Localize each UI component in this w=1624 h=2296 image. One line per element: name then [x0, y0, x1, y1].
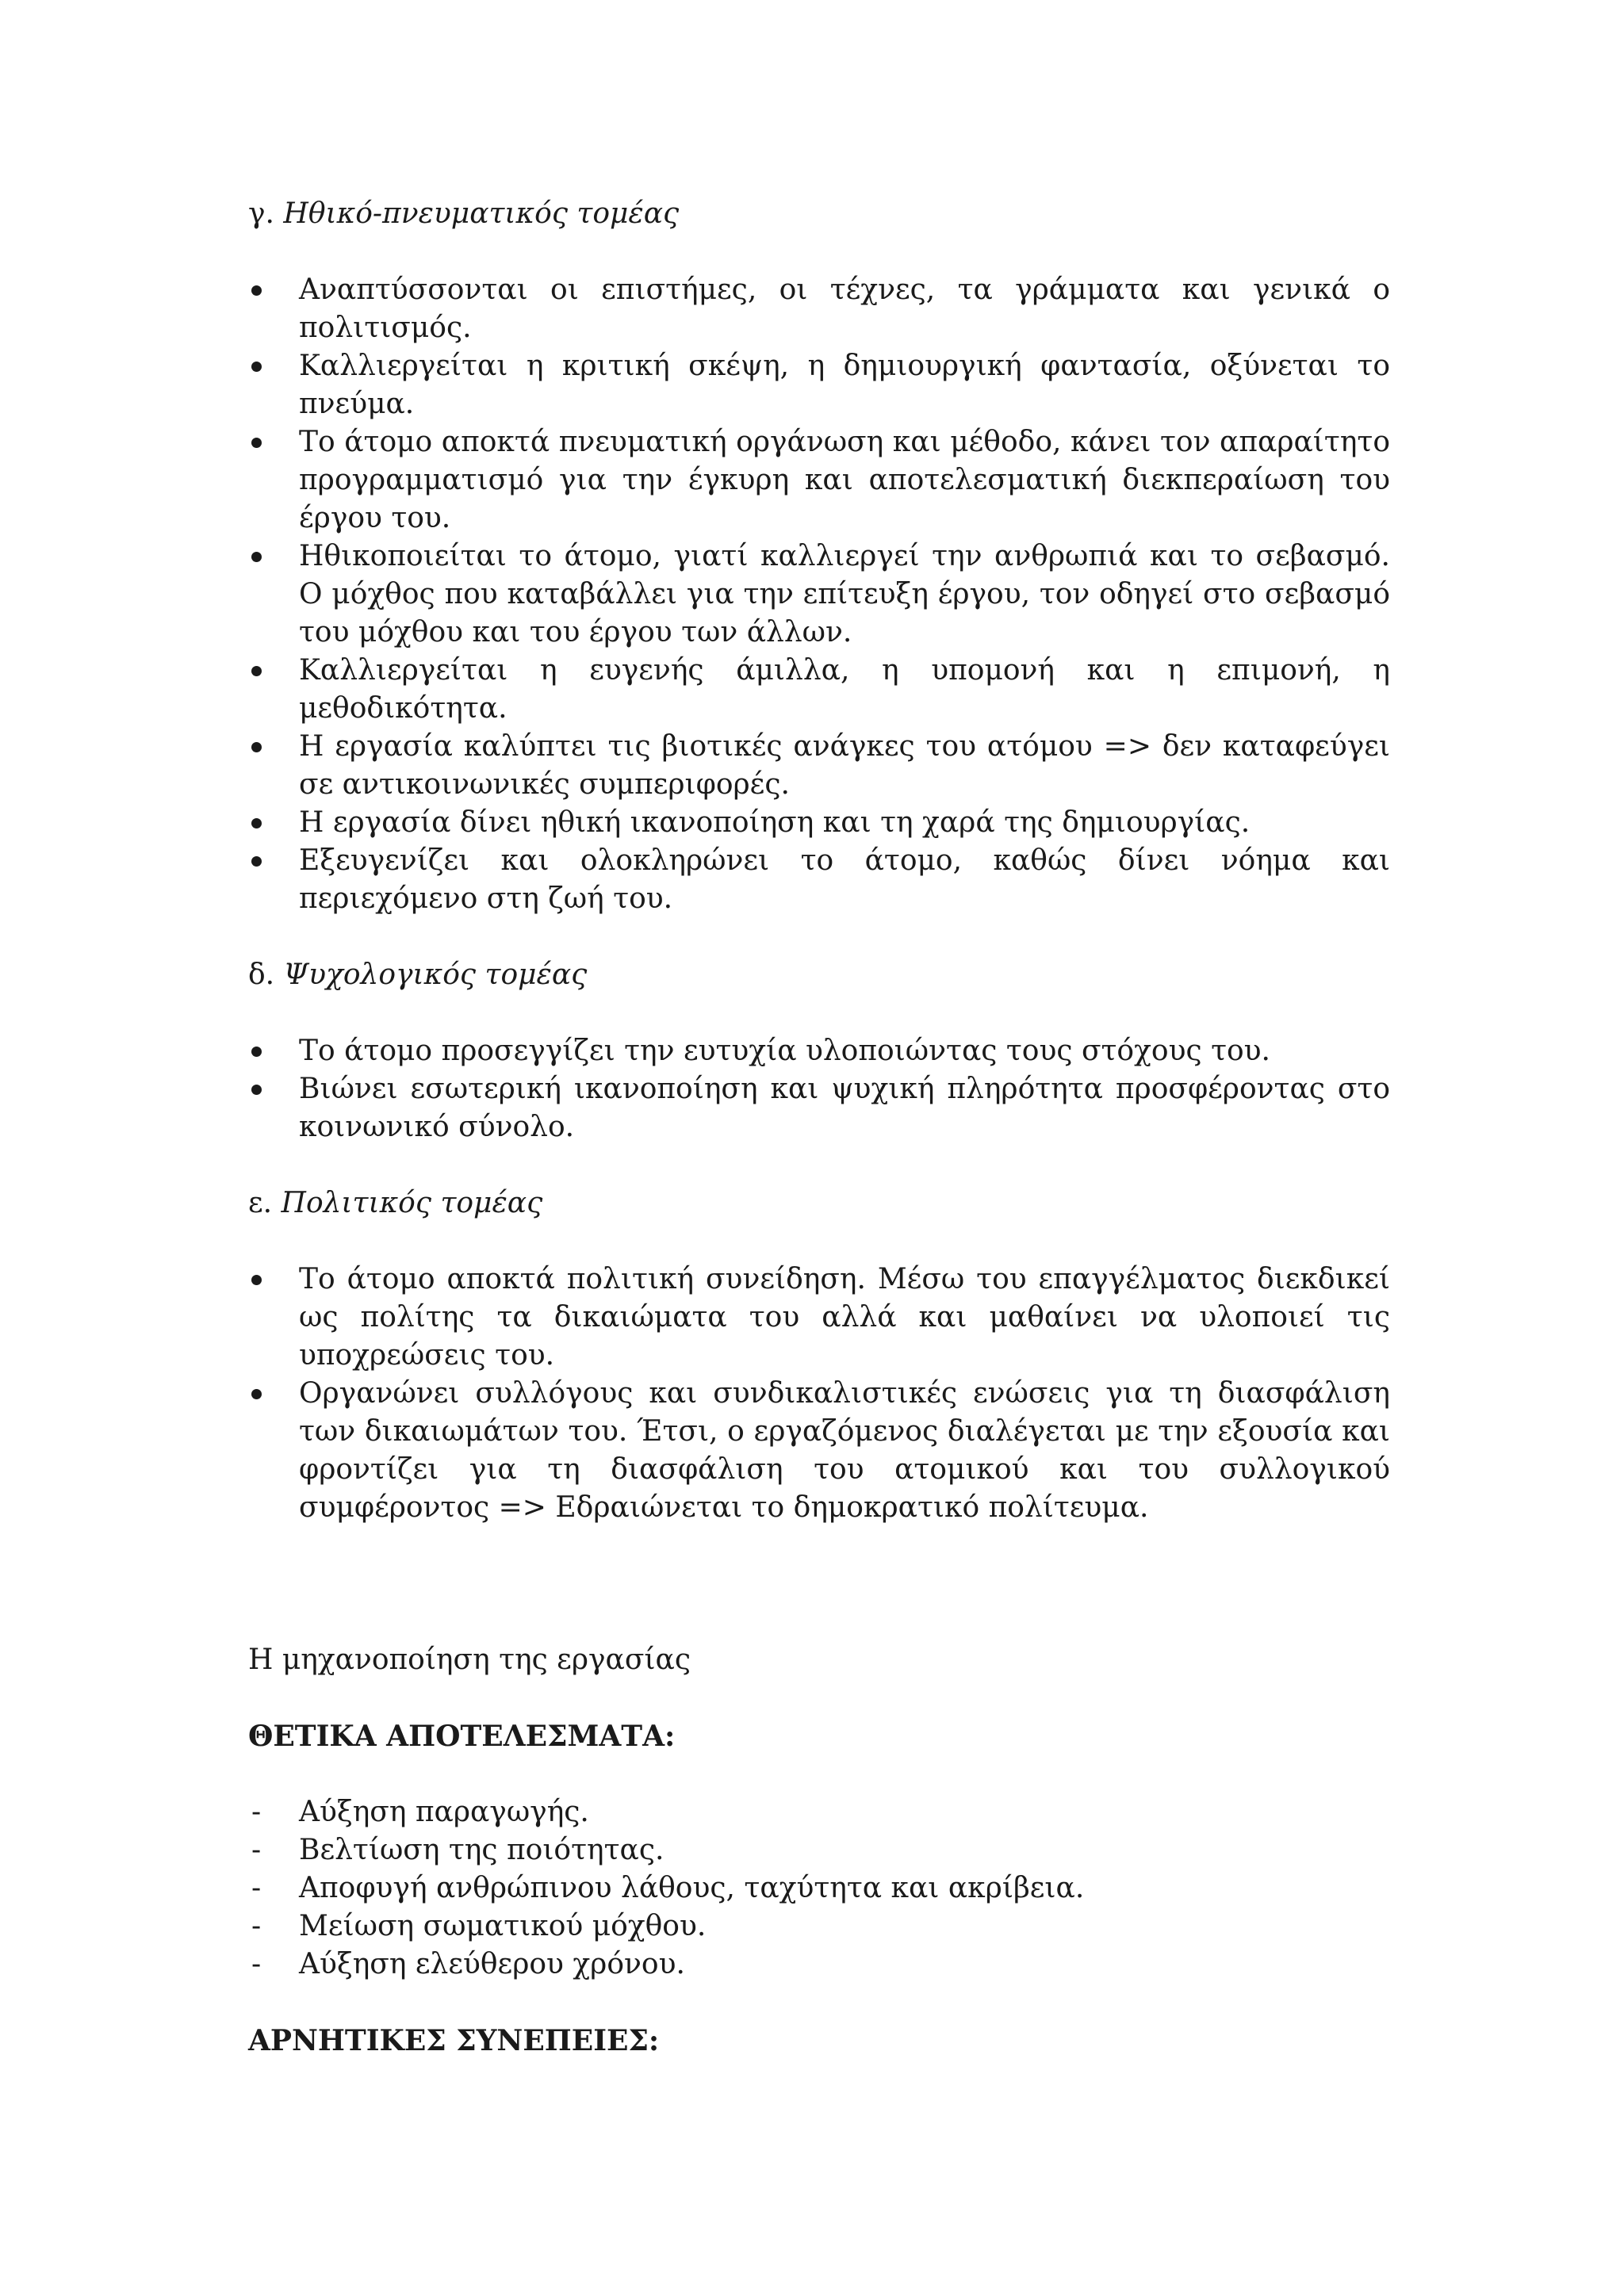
bullet-list-ethical	[248, 271, 1390, 918]
list-item: Το άτομο προσεγγίζει την ευτυχία υλοποιώντας τους στόχους του.	[248, 1032, 1390, 1070]
list-item: - Αύξηση παραγωγής.	[248, 1793, 1390, 1831]
list-item: Αναπτύσσονται οι επιστήμες, οι τέχνες, τα γράμματα και γενικά ο πολιτισμός.	[248, 271, 1390, 347]
list-item: Εξευγενίζει και ολοκληρώνει το άτομο, καθώς δίνει νόημα και περιεχόμενο στη ζωή του.	[248, 842, 1390, 918]
list-item: - Αποφυγή ανθρώπινου λάθους, ταχύτητα και ακρίβεια.	[248, 1869, 1390, 1908]
section-label: δ.	[248, 959, 275, 991]
mechanization-title: Η μηχανοποίηση της εργασίας	[248, 1644, 691, 1676]
list-item: Η εργασία καλύπτει τις βιοτικές ανάγκες του ατόμου => δεν καταφεύγει σε αντικοινωνικές συμπεριφορές.	[248, 728, 1390, 804]
positive-list	[248, 1793, 1390, 1984]
bullet-icon	[251, 742, 262, 752]
dash-marker: -	[251, 1834, 262, 1866]
list-item: Το άτομο αποκτά πνευματική οργάνωση και μέθοδο, κάνει τον απαραίτητο προγραμματισμό για την έγκυρη και αποτελεσματική διεκπεραίωση του έργου του.	[248, 423, 1390, 538]
list-item: Οργανώνει συλλόγους και συνδικαλιστικές ενώσεις για τη διασφάλιση των δικαιωμάτων του. Έτσι, ο εργαζόμενος διαλέγεται με την εξουσία και φροντίζει για τη διασφάλιση του ατομικού και του συλλογικού συμφέροντος => Εδραιώνεται το δημοκρατικό πολίτευμα.	[248, 1375, 1390, 1527]
bullet-icon	[251, 856, 262, 867]
dash-marker: -	[251, 1910, 262, 1942]
bullet-icon	[251, 285, 262, 296]
bullet-list-political	[248, 1261, 1390, 1527]
list-item: - Αύξηση ελεύθερου χρόνου.	[248, 1946, 1390, 1984]
negative-heading: ΑΡΝΗΤΙΚΕΣ ΣΥΝΕΠΕΙΕΣ:	[248, 2024, 660, 2057]
list-item: Η εργασία δίνει ηθική ικανοποίηση και τη χαρά της δημιουργίας.	[248, 804, 1390, 842]
list-item: Βιώνει εσωτερική ικανοποίηση και ψυχική πληρότητα προσφέροντας στο κοινωνικό σύνολο.	[248, 1070, 1390, 1146]
bullet-icon	[251, 1085, 262, 1095]
dash-marker: -	[251, 1796, 262, 1828]
list-item: Το άτομο αποκτά πολιτική συνείδηση. Μέσω του επαγγέλματος διεκδικεί ως πολίτης τα δικαιώματα του αλλά και μαθαίνει να υλοποιεί τις υποχρεώσεις του.	[248, 1261, 1390, 1375]
list-item: - Βελτίωση της ποιότητας.	[248, 1831, 1390, 1869]
bullet-icon	[251, 552, 262, 562]
bullet-icon	[251, 818, 262, 828]
dash-marker: -	[251, 1948, 262, 1980]
list-item: - Μείωση σωματικού μόχθου.	[248, 1908, 1390, 1946]
bullet-icon	[251, 1389, 262, 1399]
bullet-icon	[251, 1047, 262, 1057]
list-item: Καλλιεργείται η ευγενής άμιλλα, η υπομονή και η επιμονή, η μεθοδικότητα.	[248, 652, 1390, 728]
bullet-list-psychological	[248, 1032, 1390, 1146]
list-item: Ηθικοποιείται το άτομο, γιατί καλλιεργεί την ανθρωπιά και το σεβασμό. Ο μόχθος που καταβάλλει για την επίτευξη έργου, τον οδηγεί στο σεβασμό του μόχθου και του έργου των άλλων.	[248, 538, 1390, 652]
list-item: Καλλιεργείται η κριτική σκέψη, η δημιουργική φαντασία, οξύνεται το πνεύμα.	[248, 347, 1390, 423]
positive-heading: ΘΕΤΙΚΑ ΑΠΟΤΕΛΕΣΜΑΤΑ:	[248, 1720, 676, 1753]
section-heading-ethical	[248, 195, 1390, 233]
section-title: Ψυχολογικός τομέας	[283, 959, 588, 991]
bullet-icon	[251, 362, 262, 372]
section-title: Πολιτικός τομέας	[281, 1187, 543, 1219]
bullet-icon	[251, 438, 262, 448]
section-heading-political	[248, 1184, 1390, 1223]
bullet-icon	[251, 1275, 262, 1285]
section-heading-psychological	[248, 956, 1390, 994]
document-page	[248, 195, 1390, 2060]
dash-marker: -	[251, 1872, 262, 1904]
section-title: Ηθικό-πνευματικός τομέας	[283, 197, 680, 230]
section-label: γ.	[248, 197, 274, 230]
bullet-icon	[251, 666, 262, 676]
section-label: ε.	[248, 1187, 273, 1219]
